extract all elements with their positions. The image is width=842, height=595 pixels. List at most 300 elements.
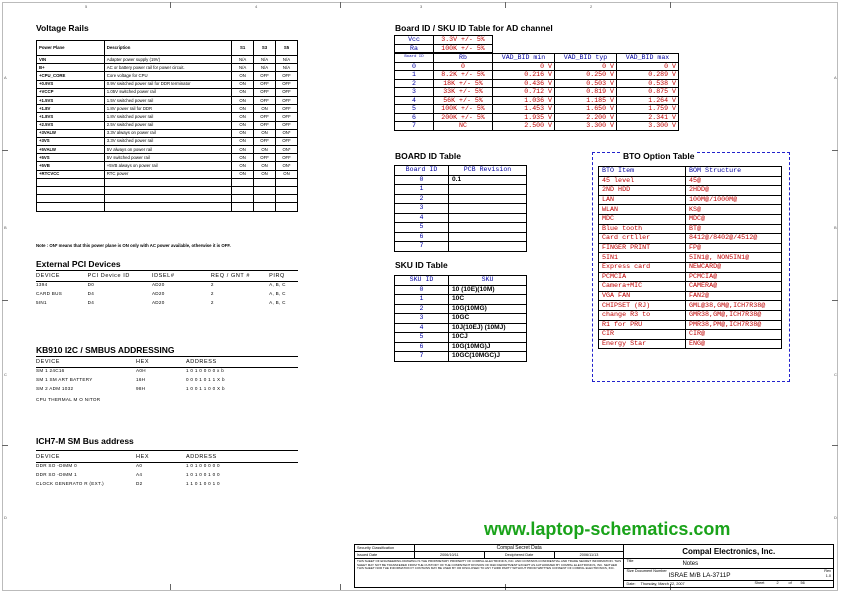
rev-label: Rev	[824, 569, 831, 573]
table-row	[599, 262, 782, 272]
table-cell: +3VALW	[37, 129, 105, 137]
table-cell: N/A	[276, 56, 298, 64]
issued-label: Issued Date	[355, 552, 415, 559]
table-cell: SM 1 SM ART BATTERY	[36, 377, 93, 382]
table-cell: GMR38,GM@,ICH7R38@	[686, 310, 782, 320]
table-cell: 7	[395, 242, 449, 252]
table-cell: FP@	[686, 243, 782, 253]
table-cell: 100K +/- 5%	[434, 105, 493, 114]
frame-tick	[170, 584, 171, 590]
table-cell: Core voltage for CPU	[104, 72, 231, 80]
table-row	[37, 170, 298, 178]
frame-tick	[340, 2, 341, 8]
title-block-row	[355, 545, 834, 552]
table-cell: KS@	[686, 205, 782, 215]
frame-row-mark: A	[4, 75, 7, 80]
ra-value: 100K +/- 5%	[434, 44, 493, 53]
table-cell: 6	[395, 342, 449, 352]
table-cell: 0 0 0 1 0 1 1 X b	[186, 377, 225, 382]
table-cell: OFF	[276, 154, 298, 162]
table-row	[37, 113, 298, 121]
table-cell-value: 0.1	[452, 175, 462, 183]
date-label: Date:	[626, 581, 636, 586]
table-cell: VGA FAN	[599, 291, 686, 301]
table-row	[37, 121, 298, 129]
frame-row-mark: D	[4, 515, 7, 520]
table-cell: +5VS	[37, 154, 105, 162]
table-cell: FAN2@	[686, 291, 782, 301]
col-header: Rb	[434, 54, 493, 63]
divider	[36, 281, 298, 282]
table-header-row	[37, 41, 298, 56]
table-cell: 1.264 V	[617, 96, 679, 105]
table-cell: D4	[87, 300, 95, 305]
table-cell: 100M@/1000M@	[686, 195, 782, 205]
table-row	[395, 71, 679, 80]
table-row	[395, 333, 527, 343]
table-cell: DDR SO -DIMM 0	[36, 463, 77, 468]
vcc-row	[395, 36, 493, 45]
table-header-row	[36, 357, 236, 366]
table-cell: 3.3V always on power rail	[104, 129, 231, 137]
table-cell: PCMCIA@	[686, 272, 782, 282]
docnum-label: Document Number	[634, 569, 667, 573]
site-watermark: www.laptop-schematics.com	[484, 519, 731, 539]
table-cell: 18K +/- 5%	[434, 79, 493, 88]
table-row	[599, 234, 782, 244]
table-row	[599, 214, 782, 224]
table-cell: 8.2K +/- 5%	[434, 71, 493, 80]
table-cell: OFF	[254, 88, 276, 96]
table-cell: OFF	[276, 96, 298, 104]
table-cell: NC	[434, 122, 493, 131]
table-cell: ON	[232, 96, 254, 104]
table-row	[395, 113, 679, 122]
table-cell: SM 1 24C16	[36, 368, 65, 373]
bto-title: BTO Option Table	[623, 151, 695, 161]
table-cell	[449, 295, 527, 305]
col-header: DEVICE	[36, 358, 61, 365]
table-row	[395, 223, 527, 233]
table-cell: Express card	[599, 262, 686, 272]
table-cell: 0.289 V	[617, 71, 679, 80]
frame-tick	[505, 2, 506, 8]
table-cell: 5	[395, 105, 434, 114]
board-id-title: BOARD ID Table	[395, 151, 461, 161]
table-cell: Energy Star	[599, 339, 686, 349]
table-cell: 8412@/8402@/4512@	[686, 234, 782, 244]
table-cell: A0	[136, 463, 143, 468]
table-cell: OFF	[254, 154, 276, 162]
frame-row-mark: C	[834, 372, 837, 377]
table-cell: 2	[395, 304, 449, 314]
table-row	[37, 129, 298, 137]
col-header: Power Plane	[37, 41, 105, 56]
table-row	[599, 205, 782, 215]
table-cell: CLOCK GENERATO R (EXT.)	[36, 481, 104, 486]
table-row	[599, 272, 782, 282]
col-header: ADDRESS	[186, 453, 217, 460]
divider	[36, 450, 298, 451]
col-header: DEVICE	[36, 272, 61, 279]
table-row	[599, 224, 782, 234]
frame-col-mark: 3	[420, 4, 423, 9]
col-header: PIRQ	[269, 272, 285, 279]
table-row	[37, 146, 298, 154]
i2c-title: KB910 I2C / SMBUS ADDRESSING	[36, 345, 175, 355]
title-block-row	[355, 559, 834, 569]
table-cell: 1	[395, 71, 434, 80]
table-cell: ON	[254, 129, 276, 137]
table-cell: DDR SO -DIMM 1	[36, 472, 77, 477]
table-row	[599, 176, 782, 186]
table-header-row	[395, 166, 527, 176]
company-name: Compal Electronics, Inc.	[624, 545, 834, 559]
table-cell	[449, 242, 527, 252]
table-cell: D4	[87, 291, 95, 296]
table-cell	[104, 203, 231, 211]
table-cell: OFF	[276, 137, 298, 145]
table-cell: PCMCIA	[599, 272, 686, 282]
table-cell: AC or battery power rail for power circuit.	[104, 64, 231, 72]
col-header: BOM Structure	[686, 167, 782, 177]
table-cell: +VCCP	[37, 88, 105, 96]
frame-col-mark: 5	[85, 4, 88, 9]
table-row	[395, 105, 679, 114]
frame-tick	[2, 445, 8, 446]
sku-id-table	[394, 275, 527, 362]
table-cell: CAMERA@	[686, 282, 782, 292]
table-cell: OFF	[254, 80, 276, 88]
table-cell: OFF	[254, 72, 276, 80]
table-cell: OFF	[276, 105, 298, 113]
table-cell: 2	[210, 282, 214, 287]
table-row	[395, 204, 527, 214]
table-cell	[449, 285, 527, 295]
table-cell: OFF	[276, 113, 298, 121]
table-row	[37, 72, 298, 80]
table-cell-value: 10 (10E)(10M)	[452, 285, 495, 293]
date-cell	[624, 581, 834, 588]
table-row	[395, 79, 679, 88]
table-cell	[449, 352, 527, 362]
table-cell: Card crtller	[599, 234, 686, 244]
table-row	[37, 195, 298, 203]
col-header: HEX	[136, 358, 150, 365]
table-cell	[449, 304, 527, 314]
table-cell: Blue tooth	[599, 224, 686, 234]
table-cell: OFF	[276, 88, 298, 96]
table-cell: 3.300 V	[617, 122, 679, 131]
table-cell: 2	[210, 291, 214, 296]
table-cell: ON	[254, 162, 276, 170]
table-cell: 5	[395, 223, 449, 233]
table-cell: ON	[254, 105, 276, 113]
table-cell	[232, 195, 254, 203]
table-cell	[276, 187, 298, 195]
table-row	[599, 282, 782, 292]
table-cell: OFF	[276, 121, 298, 129]
table-cell: 1.5V switched power rail	[104, 96, 231, 104]
table-cell	[449, 232, 527, 242]
table-cell	[232, 178, 254, 186]
table-cell: SM 2 ADM 1032	[36, 386, 74, 391]
security-value: Compal Secret Data	[414, 545, 624, 552]
table-cell: N/A	[232, 56, 254, 64]
table-cell: 2.500 V	[493, 122, 555, 131]
table-cell: 5IN1@, NON5IN1@	[686, 253, 782, 263]
table-cell-value: 10C	[452, 295, 465, 303]
table-cell-value: 10GC(10MGC)J	[452, 352, 501, 360]
table-cell: 1.036 V	[493, 96, 555, 105]
table-cell: 6	[395, 113, 434, 122]
table-cell	[232, 203, 254, 211]
table-cell: ON*	[276, 162, 298, 170]
table-row	[37, 154, 298, 162]
table-header-row	[599, 167, 782, 177]
table-cell: ON	[232, 137, 254, 145]
table-cell: 1.8V power rail for DDR	[104, 105, 231, 113]
table-cell: ON	[232, 146, 254, 154]
table-cell: 0.712 V	[493, 88, 555, 97]
table-cell: 1	[395, 295, 449, 305]
col-header: VAD_BID min	[493, 54, 555, 63]
table-row	[599, 195, 782, 205]
table-row	[36, 479, 266, 488]
table-cell: 0	[434, 62, 493, 71]
security-label: Security Classification	[355, 545, 415, 552]
table-cell: 2HDD@	[686, 186, 782, 196]
i2c-extra-label: CPU THERMAL M O NITOR	[36, 397, 101, 402]
table-cell: A0H	[136, 368, 146, 373]
vcc-label: Vcc	[395, 36, 434, 45]
bto-table	[598, 166, 782, 349]
table-cell: 5V always on power rail	[104, 146, 231, 154]
table-cell	[37, 178, 105, 186]
table-row	[599, 243, 782, 253]
table-cell: 45 level	[599, 176, 686, 186]
table-cell: 2	[210, 300, 214, 305]
table-cell: +CPU_CORE	[37, 72, 105, 80]
col-header: S1	[232, 41, 254, 56]
col-header: PCI Device ID	[87, 272, 130, 279]
table-cell	[104, 195, 231, 203]
frame-tick	[170, 2, 171, 8]
table-cell: ON	[232, 88, 254, 96]
table-row	[36, 289, 298, 298]
table-cell: FINGER PRINT	[599, 243, 686, 253]
table-cell: ON	[276, 170, 298, 178]
table-cell: 5IN1	[36, 300, 47, 305]
title-block	[354, 544, 834, 588]
table-cell: 3	[395, 204, 449, 214]
table-cell: CIR@	[686, 330, 782, 340]
title-value: Notes	[682, 561, 699, 567]
col-header: Board ID	[395, 166, 449, 176]
table-row	[37, 137, 298, 145]
table-cell: 1.453 V	[493, 105, 555, 114]
table-cell: ENG@	[686, 339, 782, 349]
table-cell: +5VB	[37, 162, 105, 170]
table-cell: A, B, C	[269, 300, 286, 305]
table-cell: 2.5V switched power rail	[104, 121, 231, 129]
of-value: 56	[800, 581, 805, 585]
vcc-ra-table	[394, 35, 493, 53]
table-cell: 2.200 V	[555, 113, 617, 122]
table-row	[36, 384, 236, 393]
table-cell: ON	[232, 129, 254, 137]
table-cell: D2	[136, 481, 143, 486]
table-cell: MDC	[599, 214, 686, 224]
table-cell: 7	[395, 352, 449, 362]
table-row	[395, 295, 527, 305]
frame-row-mark: B	[834, 225, 837, 230]
table-row	[37, 203, 298, 211]
table-row	[599, 291, 782, 301]
col-header: Description	[104, 41, 231, 56]
table-cell: ON	[232, 105, 254, 113]
table-cell	[276, 178, 298, 186]
pci-table	[36, 271, 298, 307]
title-cell	[624, 559, 834, 569]
table-cell: +2.5VS	[37, 121, 105, 129]
table-cell: 1 0 1 0 0 0 0 0	[186, 463, 220, 468]
table-row	[395, 88, 679, 97]
table-row	[395, 232, 527, 242]
table-cell: 0.538 V	[617, 79, 679, 88]
table-cell: AD20	[151, 282, 165, 287]
table-header-row	[395, 54, 679, 63]
table-cell-value: 10G(10MG)	[452, 304, 487, 312]
table-cell: 7	[395, 122, 434, 131]
table-cell: 0 V	[617, 62, 679, 71]
deciphered-value: 2006/11/13	[554, 552, 624, 559]
rev-value: 1.0	[825, 574, 831, 578]
table-cell: PMR38,PM@,ICH7R38@	[686, 320, 782, 330]
table-cell: +1.5VS	[37, 96, 105, 104]
table-cell	[104, 187, 231, 195]
table-row	[395, 96, 679, 105]
board-id-table	[394, 165, 527, 252]
table-cell: AD20	[151, 300, 165, 305]
table-cell: +3VS	[37, 137, 105, 145]
table-row	[395, 242, 527, 252]
table-cell: GML@38,GM@,ICH7R38@	[686, 301, 782, 311]
table-cell: A4	[136, 472, 143, 477]
table-row	[395, 314, 527, 324]
table-row	[395, 213, 527, 223]
table-cell: ON	[254, 146, 276, 154]
table-cell	[254, 195, 276, 203]
table-cell	[276, 203, 298, 211]
table-cell: BT@	[686, 224, 782, 234]
ra-label: Ra	[395, 44, 434, 53]
issued-value: 2006/10/11	[414, 552, 484, 559]
frame-tick	[2, 300, 8, 301]
table-cell: N/A	[254, 64, 276, 72]
table-cell: 5IN1	[599, 253, 686, 263]
col-header: S5	[276, 41, 298, 56]
table-cell: R1 for PRU	[599, 320, 686, 330]
frame-col-mark: 2	[590, 4, 593, 9]
sheet-value: 2	[776, 581, 779, 585]
table-cell: AD20	[151, 291, 165, 296]
table-cell: 0	[395, 62, 434, 71]
frame-row-mark: D	[834, 515, 837, 520]
table-cell: 0.503 V	[555, 79, 617, 88]
title-label: Title	[626, 559, 634, 563]
table-cell: 3.300 V	[555, 122, 617, 131]
table-cell: 4	[395, 213, 449, 223]
table-cell: A, B, C	[269, 282, 286, 287]
table-row	[395, 323, 527, 333]
frame-tick	[832, 300, 838, 301]
table-cell: 4	[395, 96, 434, 105]
frame-row-mark: B	[4, 225, 7, 230]
divider	[36, 367, 298, 368]
table-cell: ON	[232, 113, 254, 121]
col-header: SKU	[449, 276, 527, 286]
ich7-table	[36, 452, 266, 488]
table-row	[36, 298, 298, 307]
table-cell: N/A	[232, 64, 254, 72]
table-cell: ON	[232, 72, 254, 80]
table-cell	[37, 203, 105, 211]
table-cell: B+	[37, 64, 105, 72]
voltage-rails-table	[36, 40, 298, 212]
table-cell	[37, 195, 105, 203]
deciphered-label: Deciphered Date	[484, 552, 554, 559]
table-cell: 3.3V switched power rail	[104, 137, 231, 145]
table-row	[599, 301, 782, 311]
table-cell	[232, 187, 254, 195]
table-cell: change R3 to	[599, 310, 686, 320]
table-cell: 5V switched power rail	[104, 154, 231, 162]
col-header: VAD_BID max	[617, 54, 679, 63]
table-cell: 1.8V switched power rail	[104, 113, 231, 121]
table-cell: Adapter power supply (19V)	[104, 56, 231, 64]
table-cell: ON	[232, 121, 254, 129]
table-row	[395, 185, 527, 195]
table-cell	[449, 223, 527, 233]
table-cell: VIN	[37, 56, 105, 64]
col-header: IDSEL#	[151, 272, 175, 279]
table-cell: 33K +/- 5%	[434, 88, 493, 97]
table-row	[37, 162, 298, 170]
table-cell	[449, 314, 527, 324]
col-header: VAD_BID typ	[555, 54, 617, 63]
table-cell: 3	[395, 88, 434, 97]
frame-tick	[340, 584, 341, 590]
table-cell	[449, 323, 527, 333]
size-label: Size	[626, 569, 634, 573]
table-cell: 0 V	[493, 62, 555, 71]
table-row	[395, 304, 527, 314]
table-cell: N/A	[276, 64, 298, 72]
table-cell: 1.935 V	[493, 113, 555, 122]
table-cell	[449, 175, 527, 185]
sku-id-title: SKU ID Table	[395, 260, 448, 270]
table-cell: OFF	[276, 80, 298, 88]
frame-col-mark: 4	[255, 4, 258, 9]
docnum-value: ISRAE M/B LA-3711P	[668, 572, 731, 579]
table-cell: OFF	[254, 96, 276, 104]
table-cell: ON*	[276, 146, 298, 154]
table-cell: 4	[395, 323, 449, 333]
table-cell	[104, 178, 231, 186]
table-cell-value: 10CJ	[452, 333, 468, 341]
table-cell: OFF	[254, 113, 276, 121]
